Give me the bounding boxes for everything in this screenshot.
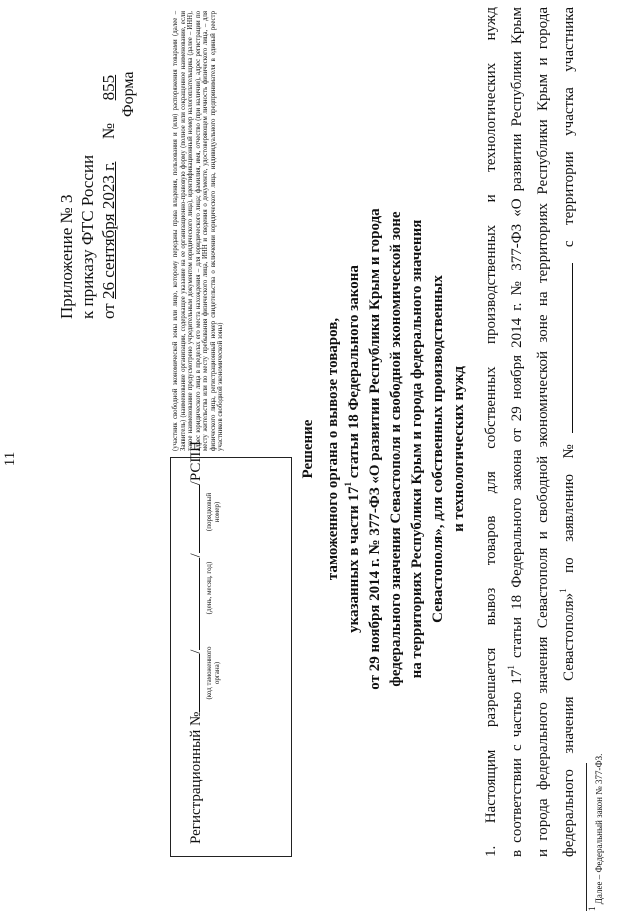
registration-suffix: /РСПН [188, 440, 204, 486]
footnote-sup: 1 [587, 906, 597, 911]
decision-title: Решение [300, 419, 316, 479]
decision-heading [298, 129, 470, 769]
paragraph-line-4-a: федерального значения Севастополя» [561, 592, 577, 857]
decision-line-2-tail: статьи 18 Федерального закона [346, 265, 362, 482]
registration-number-field[interactable] [187, 485, 200, 553]
decision-superscript: 1 [343, 481, 353, 487]
paragraph-line-3: и города федерального значения Севастополя и свободной экономической зоне на территориях Республики Крым и города [535, 7, 551, 857]
footnote-text: Далее – Федеральный закон № 377-ФЗ. [594, 753, 604, 907]
appendix-title: Приложение № 3 [57, 194, 76, 319]
registration-separator-1: / [188, 649, 204, 654]
footnote [587, 753, 604, 911]
registration-code-field[interactable] [187, 654, 200, 712]
paragraph-line-4-c: с территории участка участника [561, 7, 577, 248]
registration-label: Регистрационный № [188, 711, 204, 844]
registration-line [187, 441, 205, 844]
paragraph-line-2 [504, 7, 530, 857]
appendix-number: 855 [99, 74, 118, 101]
decision-line-3: от 29 ноября 2014 г. № 377-ФЗ «О развитии Республики Крым и города [367, 208, 383, 690]
appendix-date-prefix: от [99, 303, 118, 319]
paragraph-line-4-sup: 1 [558, 588, 568, 593]
footnote-divider [586, 763, 587, 911]
appendix-date: 26 сентября 2023 г. [99, 161, 118, 300]
application-number-field[interactable] [560, 263, 573, 433]
paragraph-line-2-b: статьи 18 Федерального закона от 29 ноября 2014 г. № 377-ФЗ «О развитии Республики Крым [509, 7, 525, 666]
appendix-header [56, 19, 119, 319]
decision-line-6: Севастополя», для собственных производственных [430, 275, 446, 623]
page-number: 11 [2, 451, 18, 467]
form-label: Форма [120, 71, 137, 117]
appendix-number-prefix: № [99, 122, 118, 140]
paragraph-1 [478, 7, 582, 857]
registration-date-field[interactable] [187, 558, 200, 650]
paragraph-line-4 [556, 7, 582, 857]
decision-line-2 [344, 129, 365, 769]
decision-line-4: федерального значения Севастополя и свободной экономической зоне [388, 211, 404, 687]
decision-line-7: и технологических нужд [451, 366, 467, 532]
paragraph-line-2-sup: 1 [506, 665, 516, 670]
registration-box [170, 440, 292, 857]
paragraph-line-2-a: в соответствии с частью 17 [509, 669, 525, 857]
appendix-date-line [98, 19, 119, 319]
decision-line-2-text: указанных в части 17 [346, 486, 362, 633]
registration-sub-date: (день, месяц, год) [205, 561, 213, 615]
registration-separator-2: / [188, 553, 204, 558]
registration-sub-code: (код таможенного органа) [205, 646, 221, 700]
decision-line-1: таможенного органа о вывозе товаров, [325, 317, 341, 581]
paragraph-line-1: 1. Настоящим разрешается вывоз товаров для собственных производственных и технологических нужд [483, 7, 499, 857]
decision-line-5: на территориях Республики Крым и города федерального значения [409, 219, 425, 679]
applicant-description: (участник свободной экономической зоны или лицо, которому переданы права владения, пользования и (или) распоряжения товарами (далее – Заявитель) (наименование организации, содержащее указание на ее организационно-правовую форму (полное или сокращенное наименование, если такое наименование предусмотрено учредительным документом юридического лица), идентификационный номер налогоплательщика (далее – ИНН), адрес юридического лица в пределах его места нахождения – для юридического лица; фамилия, имя, отчество (при наличии), адрес регистрации по месту жительства или по месту пребывания физического лица, ИНН и сведения о документе, удостоверяющем личность физического лица, – для физического лица, регистрационный номер свидетельства о включении юридического лица, индивидуального предпринимателя в единый реестр участников свободной экономической зоны) [172, 11, 224, 451]
appendix-order: к приказу ФТС России [78, 154, 97, 319]
registration-sub-number: (порядковый номер) [205, 492, 221, 532]
paragraph-line-4-b: по заявлению № [561, 432, 577, 589]
